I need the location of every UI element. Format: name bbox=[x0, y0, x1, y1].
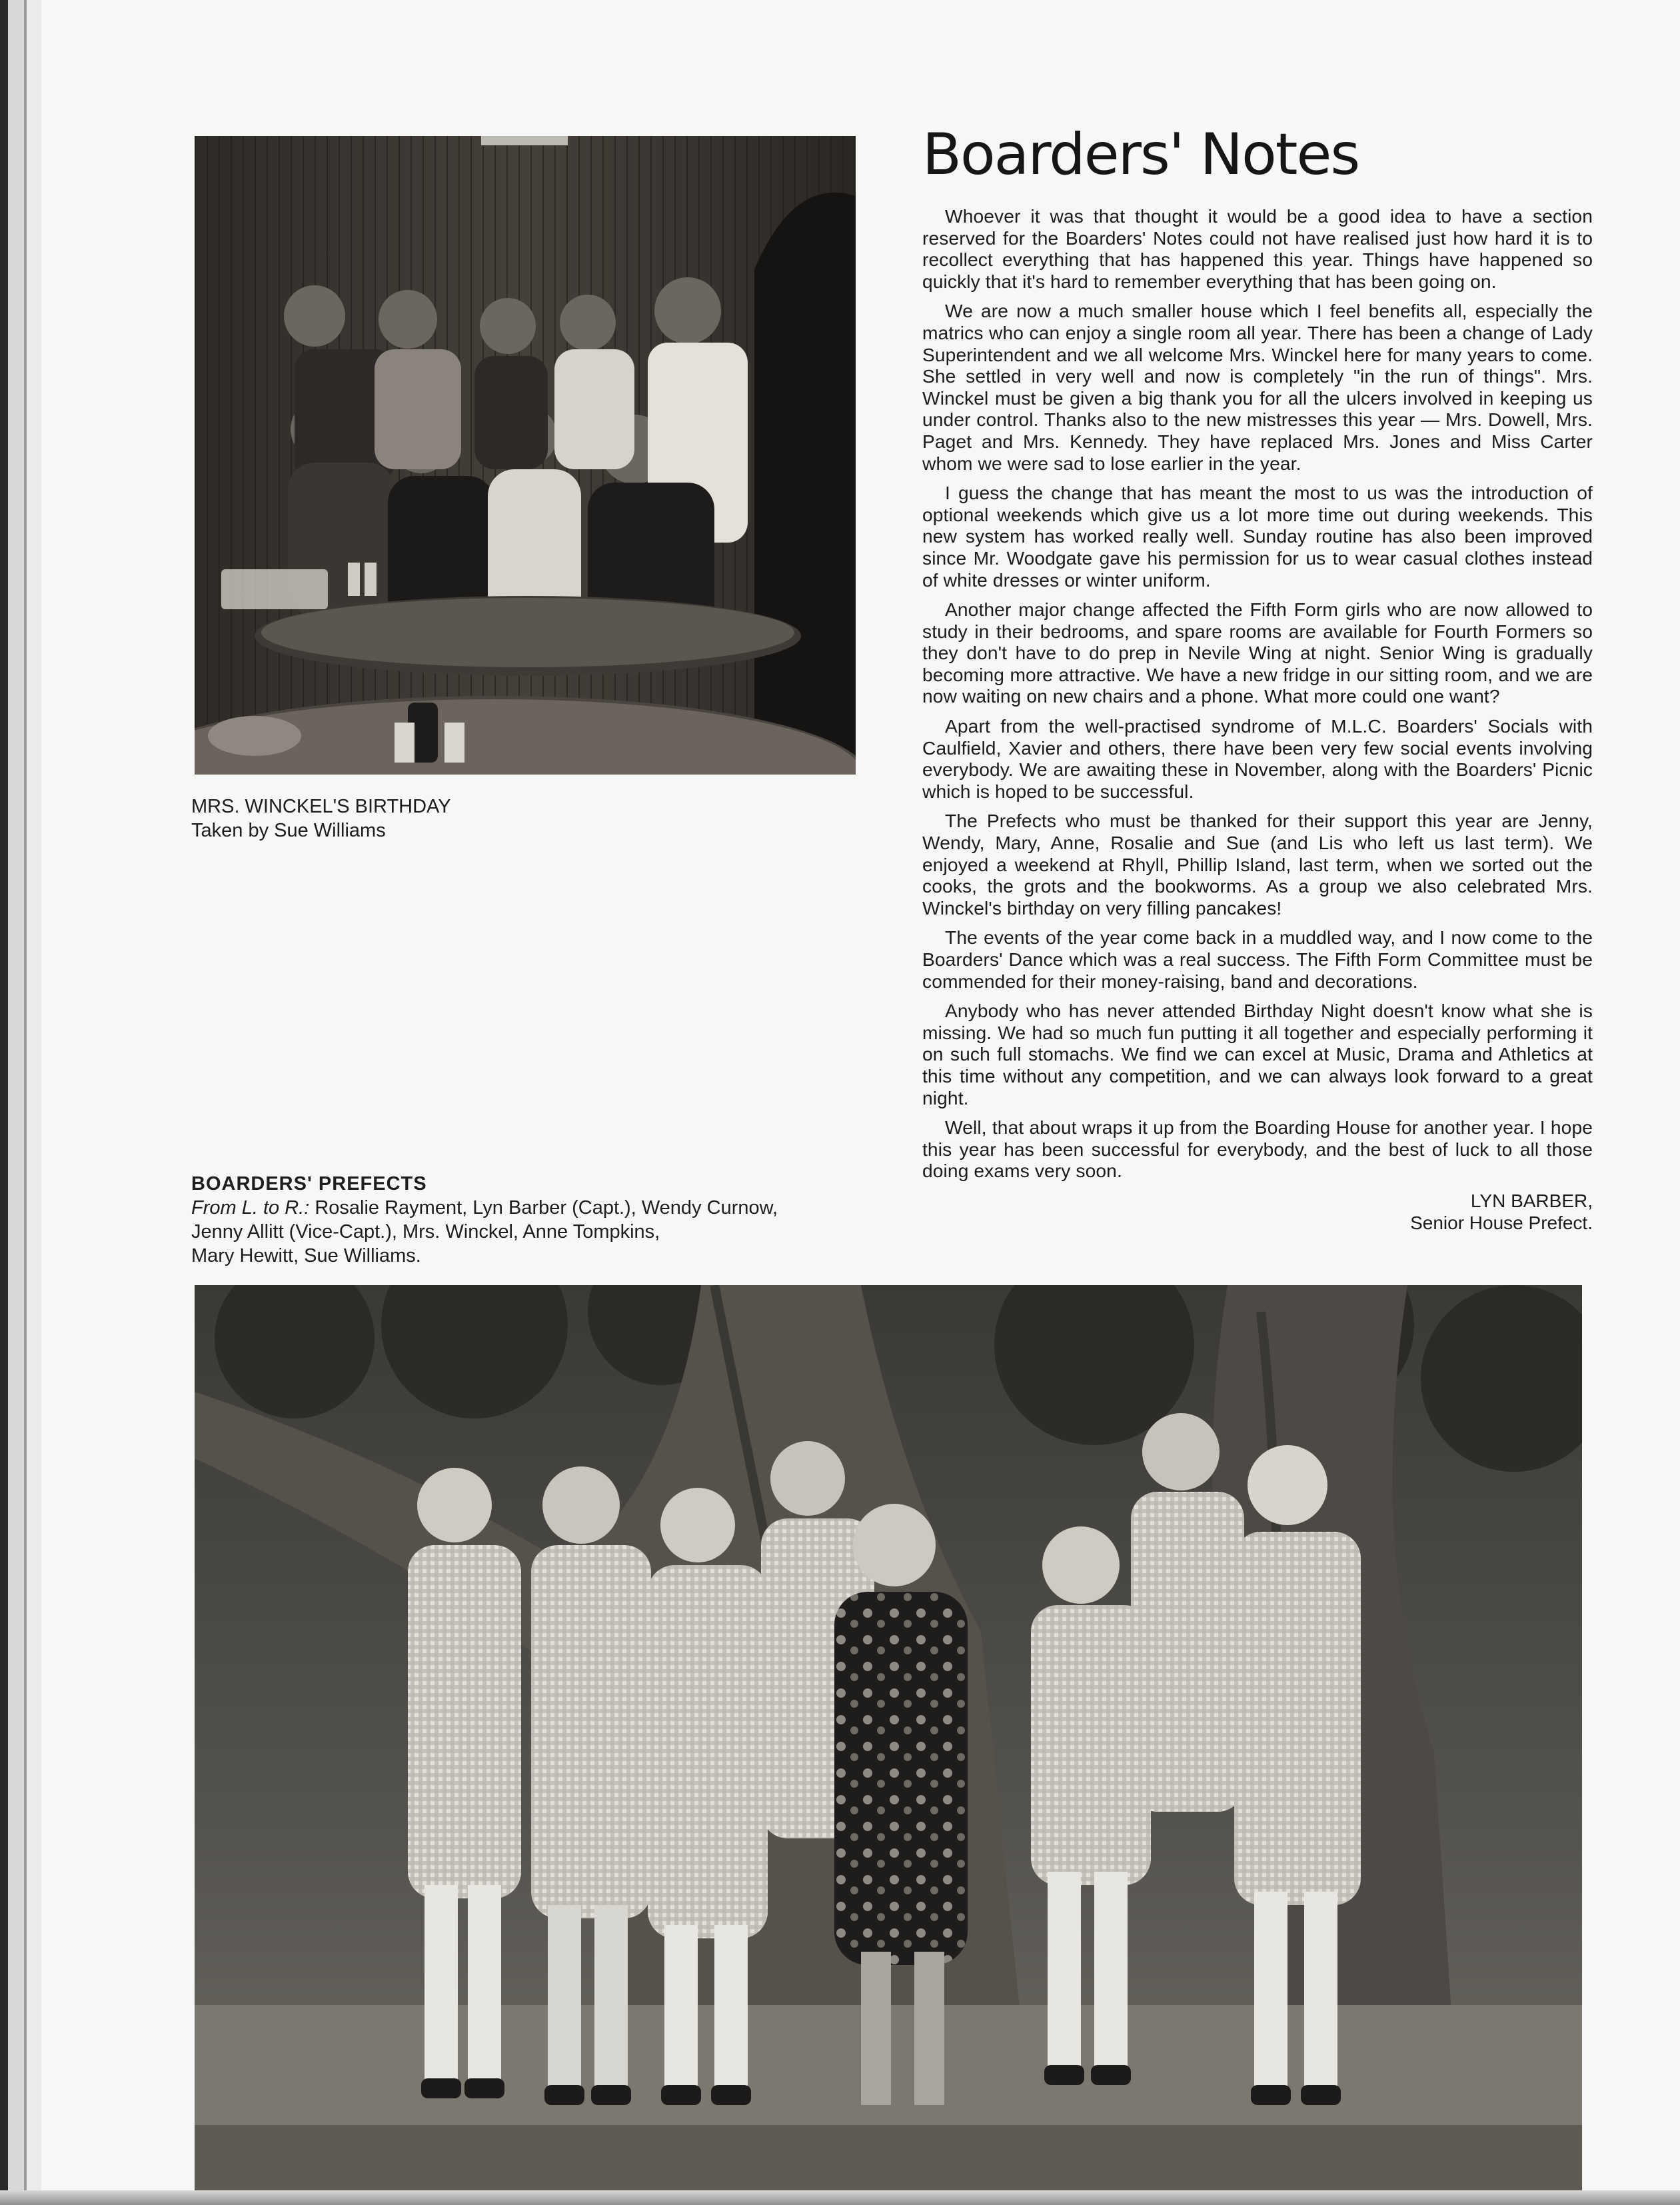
article-paragraph: Well, that about wraps it up from the Boarding House for another year. I hope this year has been successful for everybody, and the best of luck to all those doing exams very soon. bbox=[922, 1116, 1593, 1182]
birthday-photo bbox=[195, 136, 856, 775]
birthday-caption-credit: Taken by Sue Williams bbox=[191, 820, 386, 841]
birthday-photo-caption bbox=[191, 795, 791, 843]
prefects-caption-lead: From L. to R.: bbox=[191, 1197, 310, 1218]
article-paragraph: I guess the change that has meant the most to us was the introduction of optional weekends which give us a lot more time out during weekends. This new system has worked really well. Sunday routine has also been improved since Mr. Woodgate gave his permission for us to wear casual clothes instead of white dresses or winter uniform. bbox=[922, 482, 1593, 591]
prefects-photo-image bbox=[195, 1285, 1582, 2190]
article-paragraph: Anybody who has never attended Birthday Night doesn't know what she is missing. We had so much fun putting it all together and especially performing it on such full stomachs. We find we can excel at Music, Drama and Athletics at this time without any competition, and we can always look forward to a great night. bbox=[922, 1000, 1593, 1108]
article-paragraph: Apart from the well-practised syndrome of M.L.C. Boarders' Socials with Caulfield, Xavier and others, there have been very few social events involving everybody. We are awaiting these in November, along with the Boarders' Picnic which is hoped to be successful. bbox=[922, 715, 1593, 802]
prefects-names-line-3: Mary Hewitt, Sue Williams. bbox=[191, 1245, 421, 1266]
prefects-names-1: Rosalie Rayment, Lyn Barber (Capt.), Wendy Curnow, bbox=[309, 1197, 778, 1218]
birthday-caption-title: MRS. WINCKEL'S BIRTHDAY bbox=[191, 796, 451, 817]
article-paragraph: We are now a much smaller house which I feel benefits all, especially the matrics who can enjoy a single room all year. There has been a change of Lady Superintendent and we all welcome Mrs. Winckel here for many years to come. She settled in very well and now is completely "in the run of things". Mrs. Winckel must be given a big thank you for all the ulcers involved in keeping us under control. Thanks also to the new mistresses this year — Mrs. Dowell, Mrs. Paget and Mrs. Kennedy. They have replaced Mrs. Jones and Miss Carter whom we were sad to lose earlier in the year. bbox=[922, 300, 1593, 474]
birthday-photo-image bbox=[195, 136, 856, 775]
article-signature bbox=[922, 1190, 1593, 1234]
prefects-caption bbox=[191, 1172, 858, 1268]
prefects-caption-heading: BOARDERS' PREFECTS bbox=[191, 1173, 427, 1194]
article-paragraph: Another major change affected the Fifth Form girls who are now allowed to study in their bedrooms, and spare rooms are available for Fourth Formers so they don't have to do prep in Nevile Wing at night. Senior Wing is gradually becoming more attractive. We have a new fridge in our sitting room, and we are now waiting on new chairs and a phone. What more could one want? bbox=[922, 599, 1593, 707]
boarders-notes-article bbox=[922, 120, 1593, 1234]
signature-role: Senior House Prefect. bbox=[1410, 1212, 1593, 1233]
prefects-names-line-1 bbox=[191, 1196, 858, 1220]
prefects-names-line-2: Jenny Allitt (Vice-Capt.), Mrs. Winckel, Anne Tompkins, bbox=[191, 1221, 660, 1242]
page-bottom-edge bbox=[0, 2190, 1680, 2205]
article-paragraph: The Prefects who must be thanked for their support this year are Jenny, Wendy, Mary, Anne, Rosalie and Sue (and Lis who left us last term). We enjoyed a weekend at Rhyll, Phillip Island, last term, when we sorted out the cooks, the grots and the bookworms. As a group we also celebrated Mrs. Winckel's birthday on very filling pancakes! bbox=[922, 810, 1593, 919]
article-title: Boarders' Notes bbox=[922, 121, 1359, 188]
article-paragraph: The events of the year come back in a muddled way, and I now come to the Boarders' Dance which was a real success. The Fifth Form Committee must be commended for their money-raising, band and decorations. bbox=[922, 927, 1593, 992]
signature-name: LYN BARBER, bbox=[1470, 1190, 1593, 1211]
article-paragraph: Whoever it was that thought it would be a good idea to have a section reserved for the Boarders' Notes could not have realised just how hard it is to recollect everything that has happened this year. Things have happened so quickly that it's hard to remember everything that has been going on. bbox=[922, 205, 1593, 292]
book-spine-edge bbox=[0, 0, 41, 2205]
prefects-photo bbox=[195, 1285, 1582, 2190]
